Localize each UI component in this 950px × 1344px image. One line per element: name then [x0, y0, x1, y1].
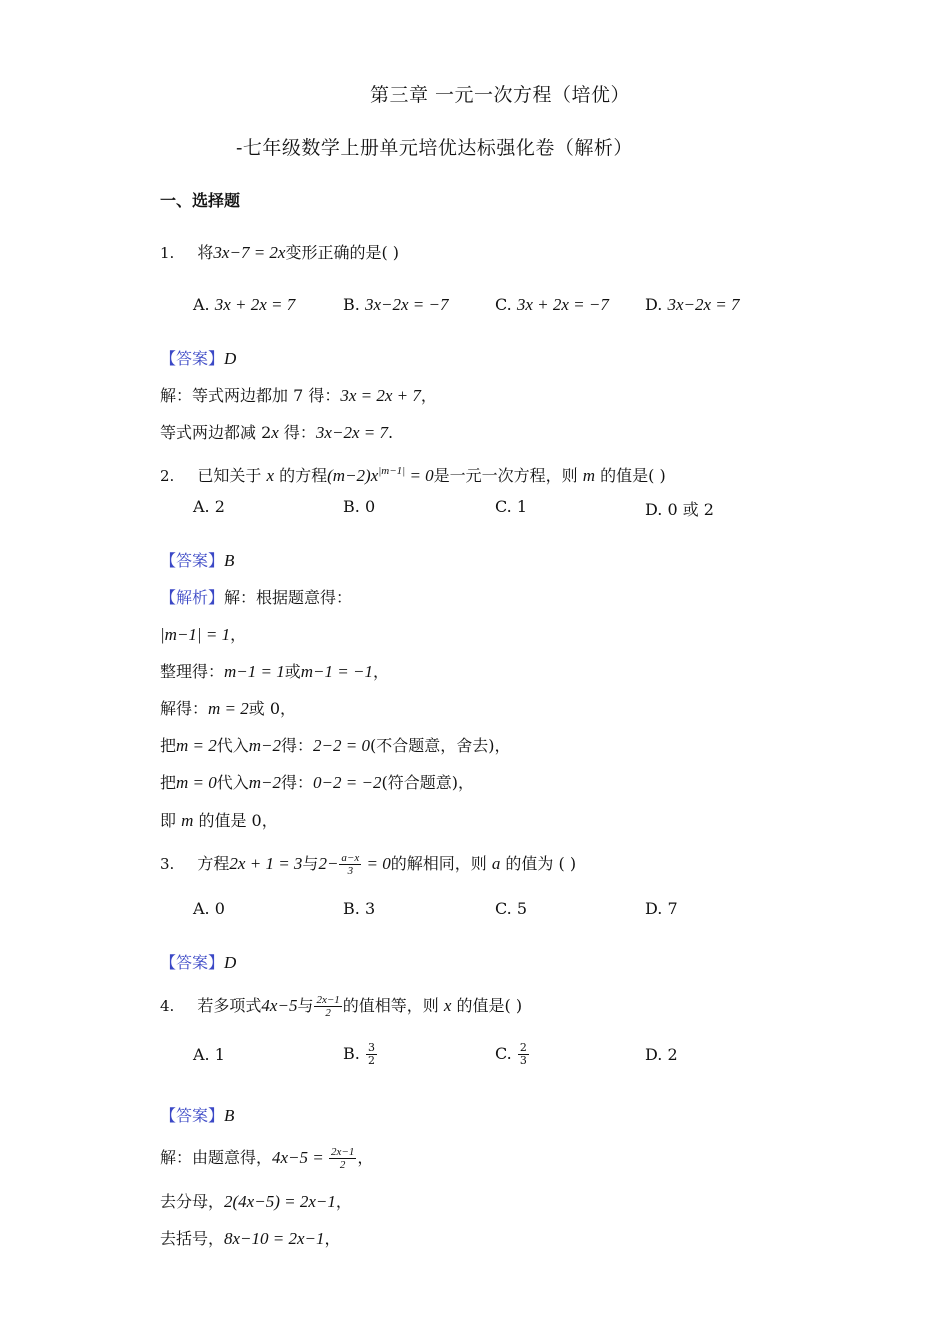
page-subtitle: -七年级数学上册单元培优达标强化卷（解析）	[236, 137, 633, 159]
answer-3: 【答案】D	[160, 953, 237, 972]
option-d: D. 2	[645, 1045, 678, 1064]
solution-line: 去分母，2(4x−5) = 2x−1，	[160, 1192, 352, 1211]
solution-line: 去括号，8x−10 = 2x−1，	[160, 1229, 341, 1248]
option-b: B. 3	[343, 899, 376, 918]
question-expression: 3x−7 = 2x	[213, 243, 286, 262]
question-number: 3.	[160, 855, 175, 873]
option-b: B. 0	[343, 497, 376, 516]
question-2: 2. 已知关于 x 的方程$(m-2)x^{|m-1|} = 0$是一元一次方程，则 m 的值是( )	[160, 465, 666, 485]
option-c: C. $\frac{2}{3}$	[495, 1041, 527, 1067]
option-b: B. 3x−2x = −7	[343, 295, 449, 314]
question-number: 2.	[160, 467, 175, 485]
fraction: $\frac{3}{2}$	[367, 1041, 375, 1067]
option-c: C. 3x + 2x = −7	[495, 295, 609, 314]
question-1	[160, 242, 399, 264]
solution-line: 即 m 的值是 0，	[160, 811, 278, 830]
page-title: 第三章 一元一次方程（培优）	[370, 84, 631, 106]
answer-value: D	[224, 349, 237, 368]
answer-2: 【答案】B	[160, 551, 235, 570]
option-d: D. 3x−2x = 7	[645, 295, 740, 314]
question-3: 3. 方程2x + 1 = 3与2− $\frac{a-x}{3}$ = 0的解相同，则 a 的值为 ( )	[160, 852, 577, 877]
fraction: $\frac{2}{3}$	[519, 1041, 527, 1067]
answer-1	[160, 348, 236, 370]
question-4: 4. 若多项式4x−5与 $\frac{2x-1}{2}$ 的值相等，则 x 的值是( )	[160, 994, 523, 1019]
fraction: $\frac{a-x}{3}$	[341, 852, 360, 877]
solution-line: 把m = 2代入m−2得：2−2 = 0(不合题意，舍去)，	[160, 736, 511, 755]
question-text: 变形正确的是( )	[285, 243, 400, 262]
option-a: A. 2	[193, 497, 225, 516]
solution-line: 解：等式两边都加 7 得：3x = 2x + 7，	[160, 386, 437, 405]
solution-line: 把m = 0代入m−2得：0−2 = −2(符合题意)，	[160, 773, 474, 792]
question-number: 4.	[160, 997, 175, 1015]
solution-line: 整理得：m−1 = 1或m−1 = −1，	[160, 662, 389, 681]
solution-line: 解得：m = 2或 0，	[160, 699, 297, 718]
solution-line: 解：由题意得，4x−5 = $\frac{2x-1}{2}$ ，	[160, 1146, 374, 1171]
option-c: C. 1	[495, 497, 528, 516]
solution-line: 等式两边都减 2x 得：3x−2x = 7.	[160, 423, 394, 442]
question-text: 将	[197, 243, 214, 262]
answer-tag: 【答案】	[160, 349, 225, 368]
option-b: B. $\frac{3}{2}$	[343, 1041, 375, 1067]
section-heading: 一、选择题	[160, 191, 241, 210]
answer-4: 【答案】B	[160, 1106, 235, 1125]
option-c: C. 5	[495, 899, 528, 918]
analysis-line: 【解析】解：根据题意得：	[160, 588, 353, 607]
option-a: A. 0	[193, 899, 225, 918]
option-a: A. 1	[193, 1045, 225, 1064]
option-a: A. 3x + 2x = 7	[193, 295, 296, 314]
solution-line: |m−1| = 1，	[160, 625, 247, 644]
option-d: D. 0 或 2	[645, 500, 714, 519]
fraction: $\frac{2x-1}{2}$	[316, 994, 340, 1019]
option-d: D. 7	[645, 899, 678, 918]
analysis-tag: 【解析】	[160, 588, 225, 607]
question-number: 1.	[160, 244, 175, 262]
fraction: $\frac{2x-1}{2}$	[331, 1146, 355, 1171]
